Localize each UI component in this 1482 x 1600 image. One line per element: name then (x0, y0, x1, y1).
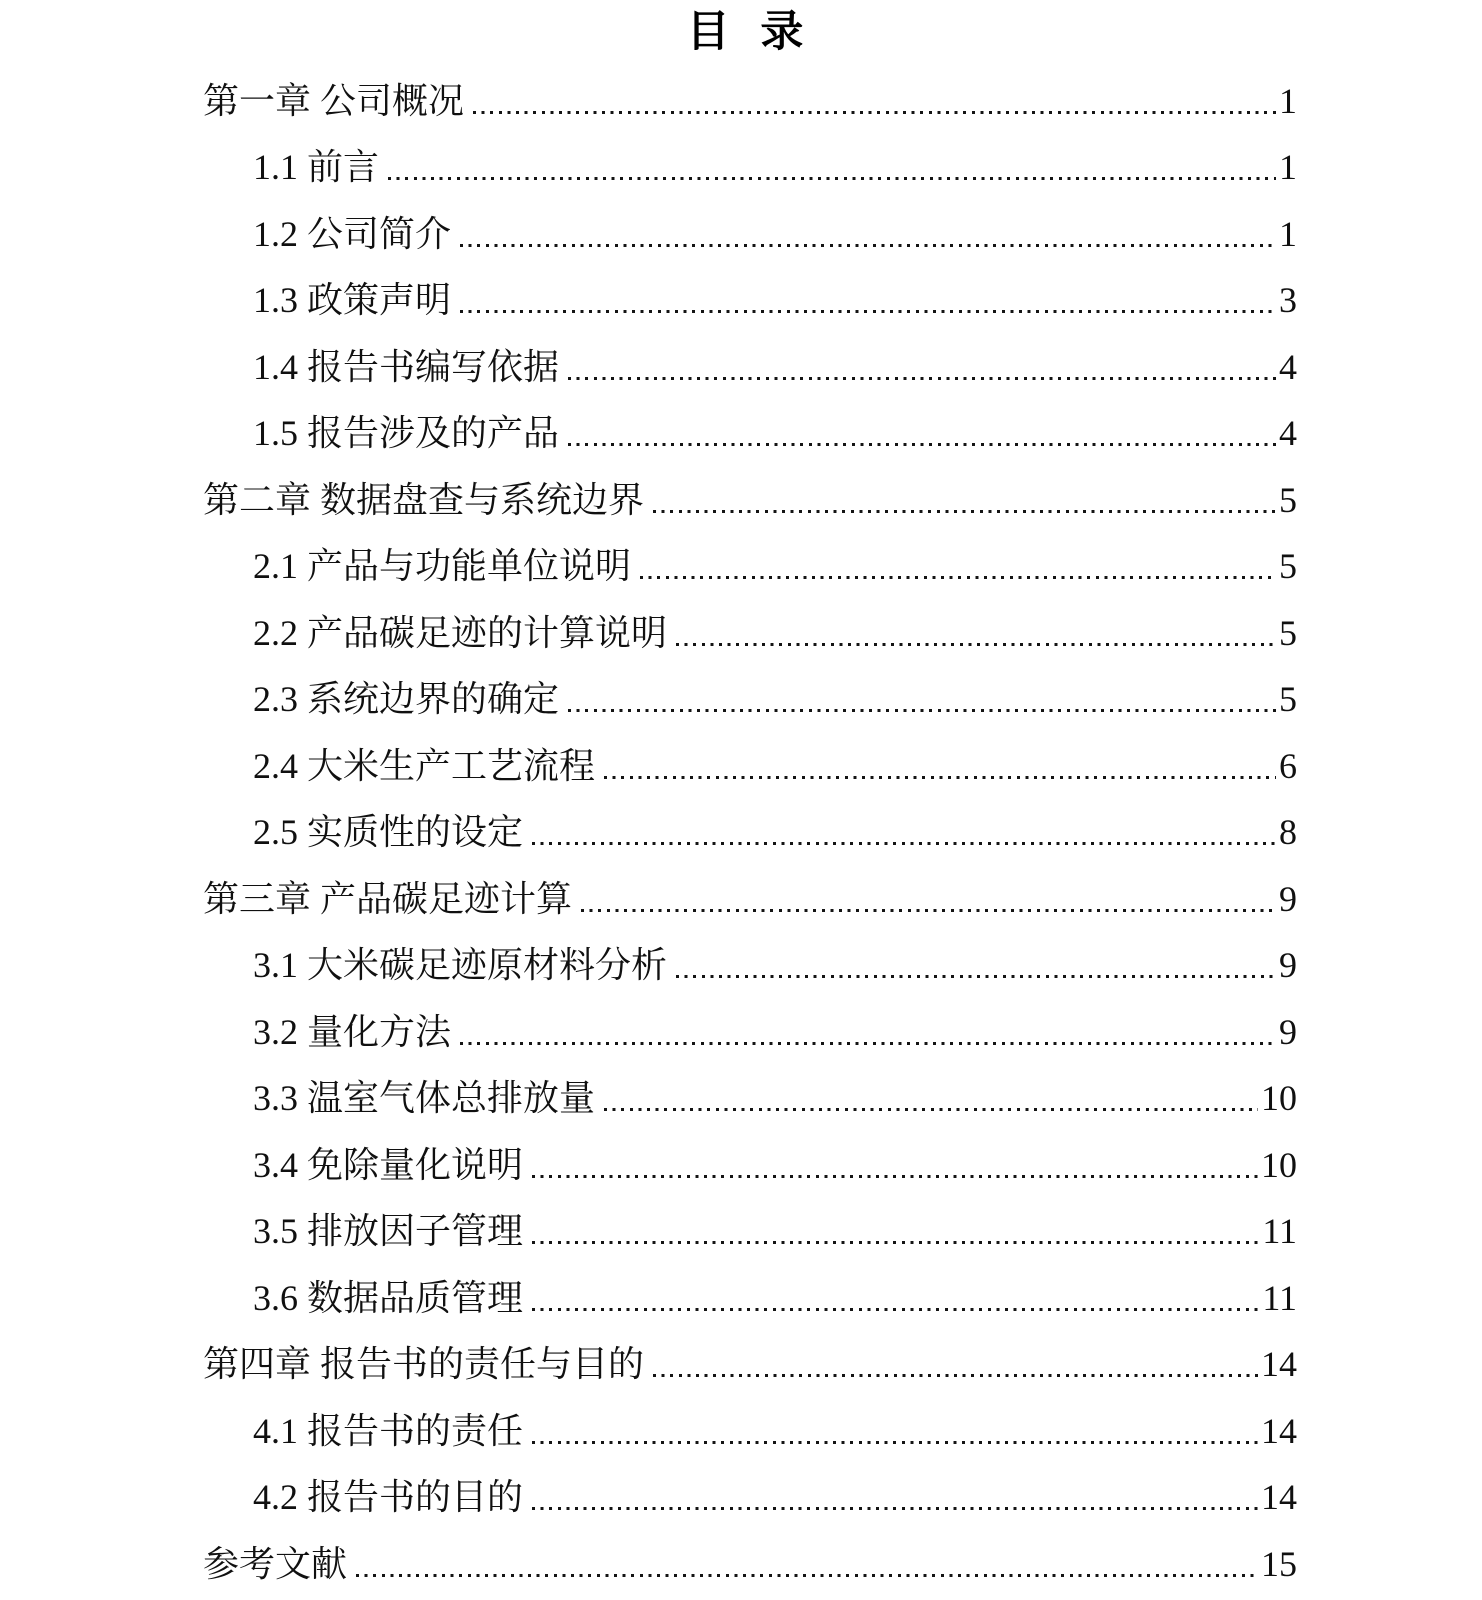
dot-leader (568, 377, 1276, 380)
dot-leader (676, 643, 1276, 646)
toc-entry-label: 3.5 排放因子管理 (253, 1211, 524, 1252)
toc-entry-page: 14 (1261, 1344, 1297, 1385)
toc-entry-label: 第四章 报告书的责任与目的 (203, 1344, 645, 1385)
dot-leader (388, 177, 1276, 180)
toc-entry[interactable] (203, 1194, 1297, 1261)
toc-entry-page: 14 (1261, 1410, 1297, 1451)
toc-entry-page: 1 (1279, 80, 1297, 121)
toc-entry[interactable] (203, 196, 1297, 263)
toc-entry[interactable] (203, 263, 1297, 330)
dot-leader (356, 1574, 1258, 1577)
toc-entry-page: 9 (1279, 1011, 1297, 1052)
toc-entry-page: 3 (1279, 280, 1297, 321)
toc-entry-label: 3.3 温室气体总排放量 (253, 1078, 596, 1119)
dot-leader (604, 1108, 1258, 1111)
toc-entry[interactable] (203, 1526, 1297, 1593)
toc-title: 目 录 (686, 9, 814, 56)
toc-entry-label: 1.5 报告涉及的产品 (253, 413, 560, 454)
dot-leader (568, 709, 1276, 712)
toc-entry[interactable] (203, 396, 1297, 463)
toc-entry-label: 1.1 前言 (253, 147, 380, 188)
dot-leader (532, 842, 1276, 845)
toc-entry[interactable] (203, 928, 1297, 995)
toc-entry-page: 5 (1279, 479, 1297, 520)
toc-entry-label: 1.4 报告书编写依据 (253, 346, 560, 387)
toc-entry[interactable] (203, 728, 1297, 795)
toc-entry-page: 5 (1279, 612, 1297, 653)
toc-entry-page: 8 (1279, 812, 1297, 853)
toc-entry[interactable] (203, 1260, 1297, 1327)
toc-entry-page: 14 (1261, 1477, 1297, 1518)
toc-entry-page: 5 (1279, 679, 1297, 720)
toc-entry[interactable] (203, 462, 1297, 529)
dot-leader (676, 975, 1276, 978)
dot-leader (532, 1175, 1258, 1178)
toc-entry[interactable] (203, 595, 1297, 662)
dot-leader (532, 1241, 1259, 1244)
toc-entry[interactable] (203, 329, 1297, 396)
toc-entry-label: 第二章 数据盘查与系统边界 (203, 479, 645, 520)
dot-leader (640, 576, 1276, 579)
toc-entry-label: 2.2 产品碳足迹的计算说明 (253, 612, 668, 653)
toc-entry-label: 2.3 系统边界的确定 (253, 679, 560, 720)
toc-entry-label: 3.6 数据品质管理 (253, 1277, 524, 1318)
toc-entry-page: 1 (1279, 147, 1297, 188)
toc-entry[interactable] (203, 1327, 1297, 1394)
toc-entry-page: 9 (1279, 945, 1297, 986)
toc-entry[interactable] (203, 1061, 1297, 1128)
toc-entry-page: 1 (1279, 213, 1297, 254)
dot-leader (532, 1507, 1258, 1510)
toc-entry-label: 参考文献 (203, 1543, 348, 1584)
toc-entry-label: 1.3 政策声明 (253, 280, 452, 321)
dot-leader (653, 1374, 1258, 1377)
toc-entry-page: 11 (1262, 1277, 1297, 1318)
toc-entry-label: 3.4 免除量化说明 (253, 1144, 524, 1185)
dot-leader (532, 1441, 1258, 1444)
toc-entry[interactable] (203, 1460, 1297, 1527)
dot-leader (653, 510, 1276, 513)
toc-entry[interactable] (203, 994, 1297, 1061)
toc-entry-label: 4.1 报告书的责任 (253, 1410, 524, 1451)
toc-entry[interactable] (203, 662, 1297, 729)
toc-entry-label: 2.4 大米生产工艺流程 (253, 745, 596, 786)
toc-entry-page: 9 (1279, 878, 1297, 919)
dot-leader (604, 776, 1276, 779)
toc-entry[interactable] (203, 63, 1297, 130)
dot-leader (460, 244, 1276, 247)
toc-entry-page: 5 (1279, 546, 1297, 587)
toc-entry[interactable] (203, 130, 1297, 197)
toc-entry-label: 第一章 公司概况 (203, 80, 465, 121)
toc-entry-page: 4 (1279, 346, 1297, 387)
toc-entry[interactable] (203, 861, 1297, 928)
dot-leader (568, 443, 1276, 446)
dot-leader (473, 111, 1276, 114)
toc-entry-label: 3.1 大米碳足迹原材料分析 (253, 945, 668, 986)
toc-entry-page: 4 (1279, 413, 1297, 454)
toc-entry-label: 4.2 报告书的目的 (253, 1477, 524, 1518)
toc-entry[interactable] (203, 795, 1297, 862)
dot-leader (581, 909, 1276, 912)
toc-entry-page: 15 (1261, 1543, 1297, 1584)
toc-entry-label: 3.2 量化方法 (253, 1011, 452, 1052)
dot-leader (532, 1308, 1259, 1311)
toc-entry[interactable] (203, 529, 1297, 596)
toc-entry-label: 2.5 实质性的设定 (253, 812, 524, 853)
dot-leader (460, 310, 1276, 313)
toc-entry-label: 2.1 产品与功能单位说明 (253, 546, 632, 587)
toc-entry-page: 10 (1261, 1144, 1297, 1185)
toc-entry-label: 第三章 产品碳足迹计算 (203, 878, 573, 919)
toc-entry-page: 11 (1262, 1211, 1297, 1252)
toc-entry-page: 10 (1261, 1078, 1297, 1119)
toc-entry[interactable] (203, 1127, 1297, 1194)
dot-leader (460, 1042, 1276, 1045)
toc-entry[interactable] (203, 1393, 1297, 1460)
toc-entry-page: 6 (1279, 745, 1297, 786)
toc-list (203, 63, 1297, 1593)
toc-entry-label: 1.2 公司简介 (253, 213, 452, 254)
